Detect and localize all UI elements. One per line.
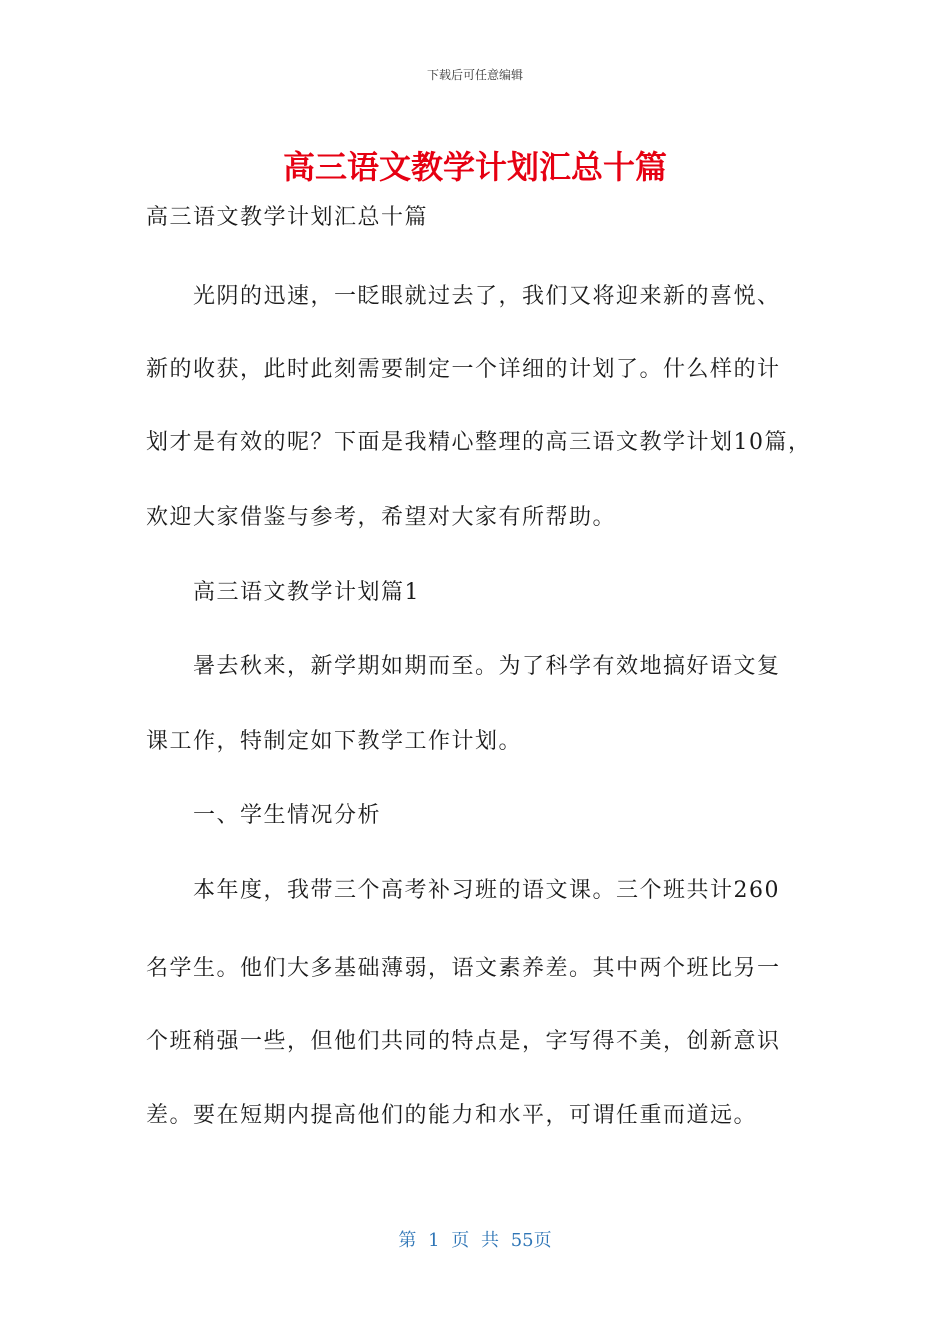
paragraph-line: 光阴的迅速，一眨眼就过去了，我们又将迎来新的喜悦、	[193, 284, 781, 309]
section-heading: 高三语文教学计划篇1	[193, 580, 420, 605]
page-number-footer: 第 1 页 共 55页	[398, 1230, 552, 1251]
document-subtitle: 高三语文教学计划汇总十篇	[146, 205, 429, 230]
paragraph-line: 暑去秋来，新学期如期而至。为了科学有效地搞好语文复	[193, 654, 781, 679]
paragraph-line: 名学生。他们大多基础薄弱，语文素养差。其中两个班比另一	[146, 956, 781, 981]
paragraph-line: 新的收获，此时此刻需要制定一个详细的计划了。什么样的计	[146, 357, 781, 382]
paragraph-line: 差。要在短期内提高他们的能力和水平，可谓任重而道远。	[146, 1103, 758, 1128]
paragraph-line: 本年度，我带三个高考补习班的语文课。三个班共计260	[193, 878, 780, 903]
paragraph-line: 欢迎大家借鉴与参考，希望对大家有所帮助。	[146, 505, 617, 530]
document-title: 高三语文教学计划汇总十篇	[282, 148, 667, 186]
paragraph-line: 课工作，特制定如下教学工作计划。	[146, 729, 523, 754]
paragraph-line: 个班稍强一些，但他们共同的特点是，字写得不美，创新意识	[146, 1029, 781, 1054]
page-header-note: 下载后可任意编辑	[426, 68, 523, 82]
paragraph-line: 划才是有效的呢？下面是我精心整理的高三语文教学计划10篇，	[146, 430, 812, 455]
subsection-heading: 一、学生情况分析	[193, 803, 382, 828]
